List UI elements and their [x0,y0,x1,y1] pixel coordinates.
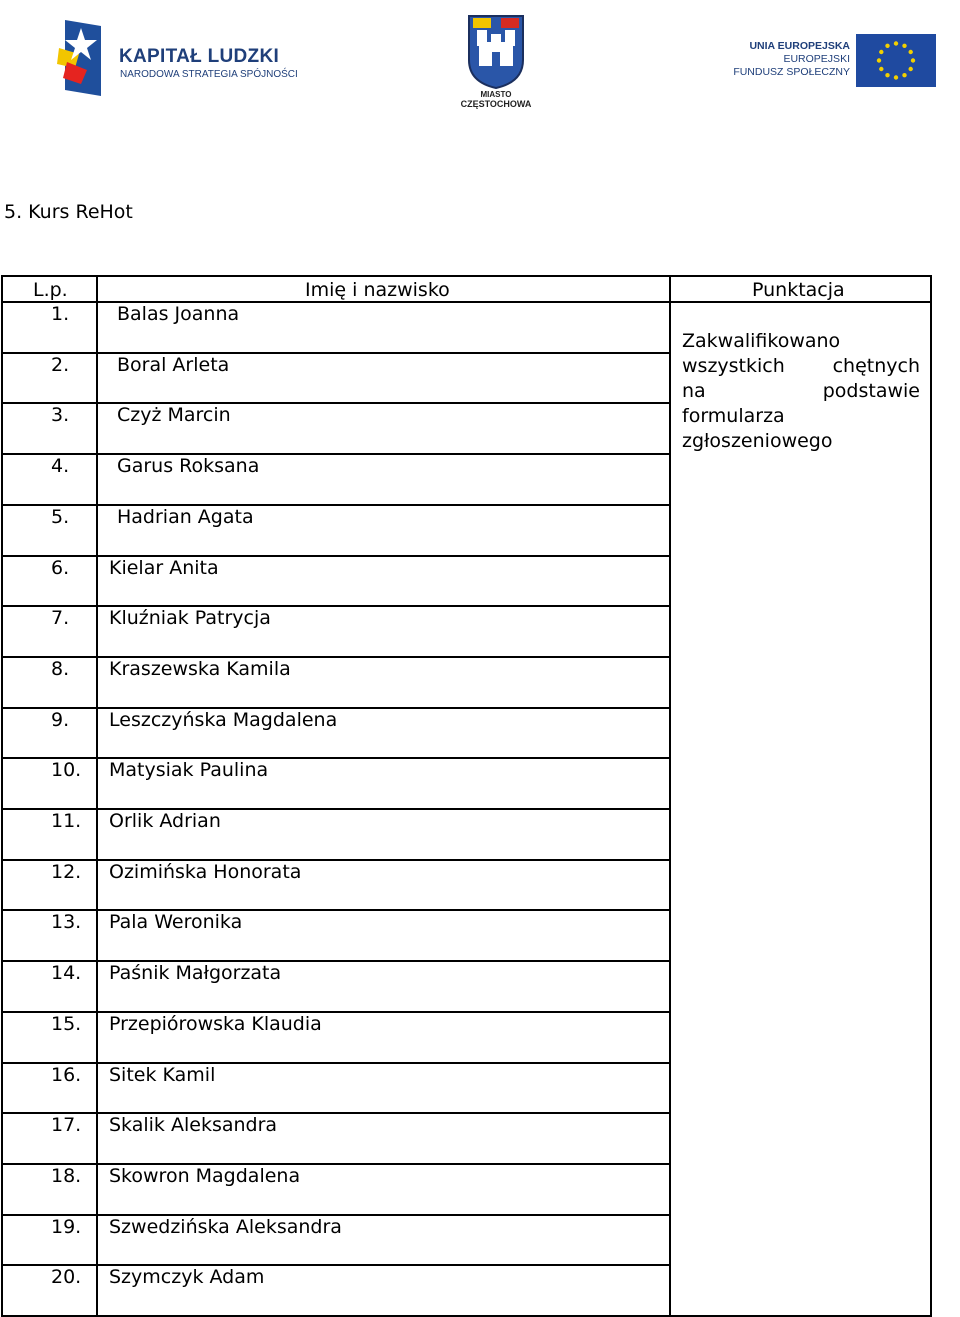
kapital-ludzki-subtitle: NARODOWA STRATEGIA SPÓJNOŚCI [120,69,298,80]
row-lp: 18. [51,1165,82,1187]
row-name: Boral Arleta [117,354,230,376]
row-lp: 1. [51,303,70,325]
row-lp: 19. [51,1216,82,1238]
kapital-ludzki-logo [57,18,297,100]
row-name: Sitek Kamil [109,1064,216,1086]
eu-star-icon [885,44,889,48]
row-name: Czyż Marcin [117,404,231,426]
row-lp: 20. [51,1266,82,1288]
results-table [1,275,932,1317]
kapital-ludzki-flag-icon [57,18,103,98]
eu-star-icon [902,44,906,48]
eu-star-icon [894,41,898,45]
row-lp: 16. [51,1064,82,1086]
points-line: Zakwalifikowano [682,330,841,352]
row-name: Garus Roksana [117,455,260,477]
row-lp: 4. [51,455,70,477]
eu-logo-line3: FUNDUSZ SPOŁECZNY [733,66,850,78]
row-lp: 10. [51,759,82,781]
column-divider [669,277,671,1315]
row-name: Leszczyńska Magdalena [109,709,338,731]
column-divider [96,277,98,1315]
header-name: Imię i nazwisko [305,279,450,301]
row-lp: 7. [51,607,70,629]
row-name: Balas Joanna [117,303,240,325]
row-lp: 13. [51,911,82,933]
row-name: Kluźniak Patrycja [109,607,271,629]
row-name: Pala Weronika [109,911,243,933]
row-lp: 6. [51,557,70,579]
section-heading: 5. Kurs ReHot [4,201,133,223]
row-name: Szymczyk Adam [109,1266,265,1288]
points-line: wszystkich chętnych [682,355,920,377]
kapital-ludzki-title: KAPITAŁ LUDZKI [119,46,280,67]
city-caption-line1: MIASTO [480,90,512,99]
row-name: Ozimińska Honorata [109,861,302,883]
row-name: Skalik Aleksandra [109,1114,278,1136]
row-lp: 11. [51,810,82,832]
row-name: Hadrian Agata [117,506,254,528]
eu-logo [733,34,938,90]
eu-flag-icon [856,34,936,87]
eu-star-icon [885,73,889,77]
row-name: Skowron Magdalena [109,1165,301,1187]
row-name: Kraszewska Kamila [109,658,291,680]
eu-star-icon [909,67,913,71]
row-lp: 9. [51,709,70,731]
row-lp: 2. [51,354,70,376]
row-lp: 17. [51,1114,82,1136]
row-name: Paśnik Małgorzata [109,962,282,984]
row-lp: 14. [51,962,82,984]
points-line: zgłoszeniowego [682,430,833,452]
eu-star-icon [894,75,898,79]
row-name: Matysiak Paulina [109,759,269,781]
row-lp: 12. [51,861,82,883]
eu-star-icon [877,58,881,62]
eu-star-icon [879,50,883,54]
eu-logo-line2: EUROPEJSKI [783,53,850,65]
row-name: Przepiórowska Klaudia [109,1013,322,1035]
points-line: na podstawie [682,380,920,402]
city-caption-line2: CZĘSTOCHOWA [460,99,532,109]
city-crest-icon [465,12,527,90]
points-cell [682,329,920,454]
row-name: Szwedzińska Aleksandra [109,1216,342,1238]
row-name: Orlik Adrian [109,810,221,832]
row-lp: 8. [51,658,70,680]
row-lp: 5. [51,506,70,528]
city-crest-logo [455,12,537,114]
eu-star-icon [879,67,883,71]
points-line: formularza [682,405,785,427]
row-lp: 15. [51,1013,82,1035]
header-lp: L.p. [33,279,68,301]
eu-logo-line1: UNIA EUROPEJSKA [749,40,850,52]
eu-star-icon [909,50,913,54]
row-name: Kielar Anita [109,557,219,579]
header-points: Punktacja [752,279,845,301]
row-lp: 3. [51,404,70,426]
eu-star-icon [902,73,906,77]
eu-star-icon [911,58,915,62]
